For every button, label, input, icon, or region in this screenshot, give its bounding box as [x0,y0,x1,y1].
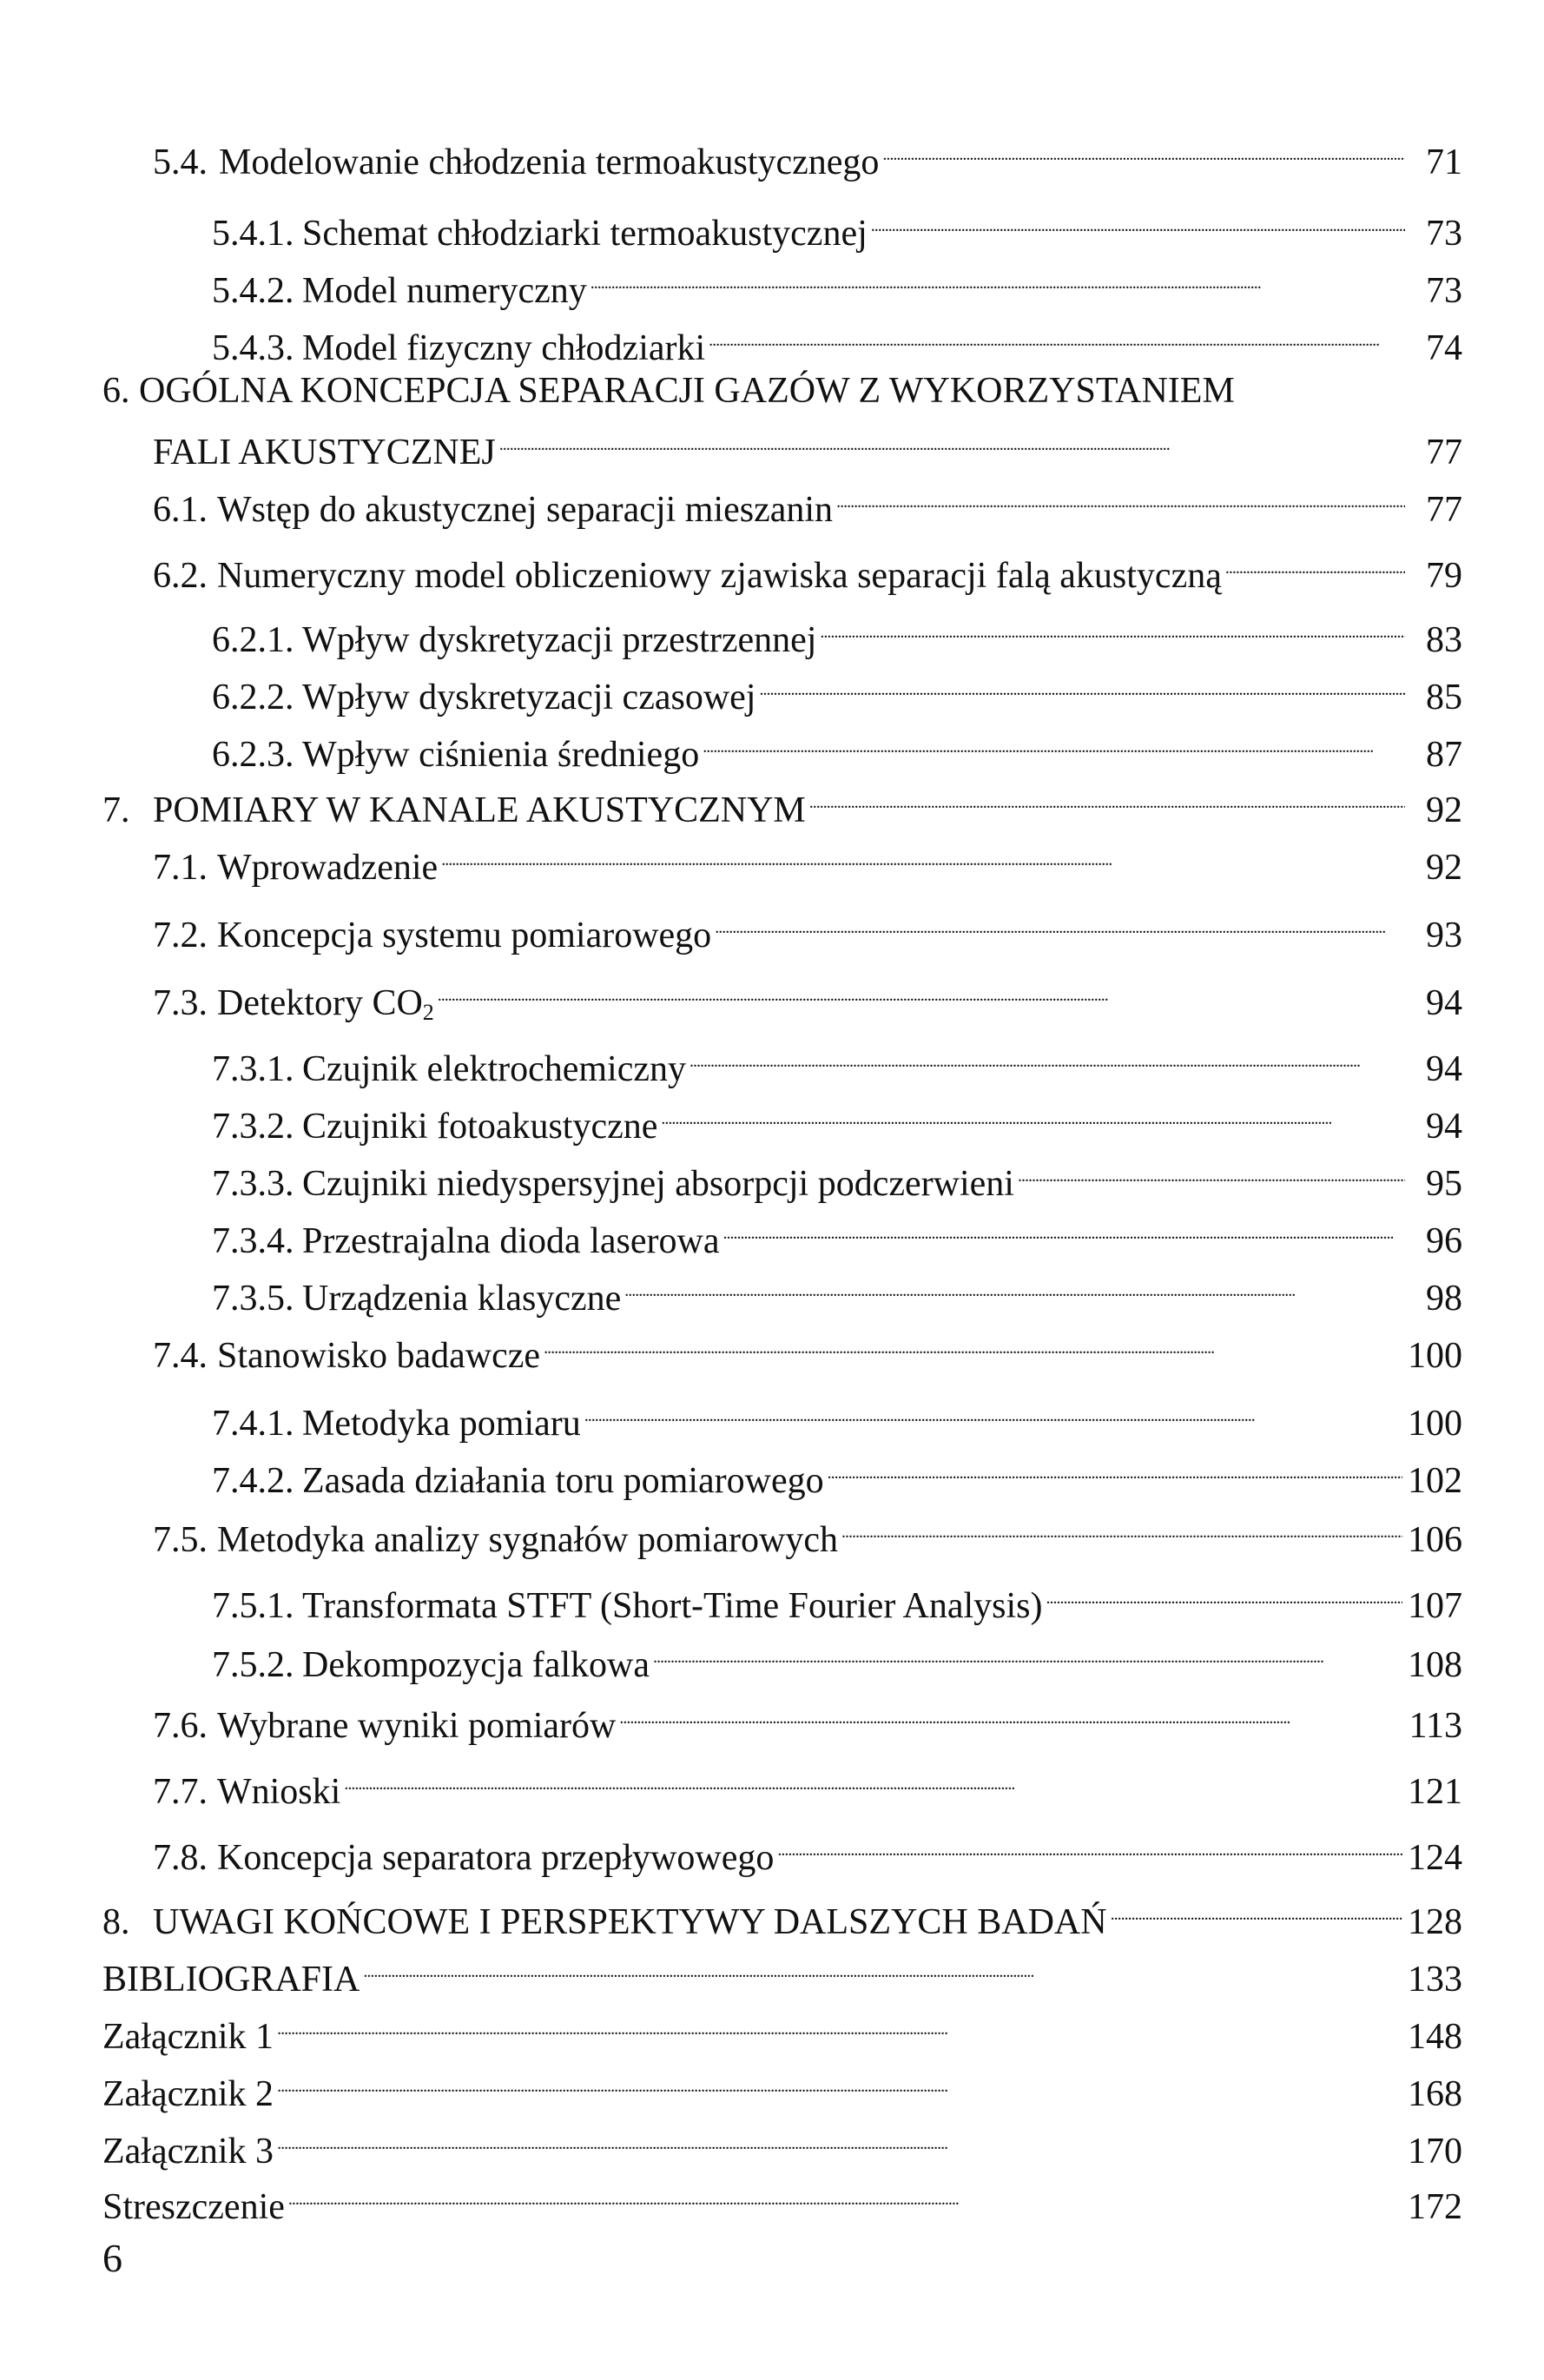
dot-leader [624,1258,1405,1310]
toc-entry-number: 7.7. [153,1772,208,1812]
toc-entry-page: 113 [1409,1706,1462,1746]
dot-leader [715,895,1405,947]
toc-entry-title-continued: FALI AKUSTYCZNEJ [153,433,496,473]
toc-entry-title: Koncepcja separatora przepływowego [217,1838,775,1878]
dot-leader [499,412,1405,464]
toc-entry-page: 96 [1426,1221,1462,1261]
toc-entry-number: 7.5.2. [212,1645,294,1685]
toc-entry-number: 7.1. [153,848,208,888]
toc-entry [102,1996,1462,2057]
toc-entry [102,1881,1462,1942]
toc-entry-number: 6. [102,371,130,411]
toc-entry-page: 95 [1426,1164,1462,1204]
toc-entry-title: Wpływ ciśnienia średniego [302,735,700,775]
toc-entry [212,599,1462,660]
dot-leader [363,1939,1402,1991]
toc-entry [153,827,1462,888]
toc-entry-number: 7. [102,790,130,830]
toc-entry-title: Wnioski [217,1772,341,1812]
toc-entry-page: 77 [1426,490,1462,530]
toc-entry-page: 73 [1426,214,1462,254]
toc-entry-page: 102 [1408,1461,1462,1501]
toc-entry-page: 128 [1408,1902,1462,1942]
toc-entry-number: 7.3.3. [212,1164,294,1204]
toc-entry-page: 106 [1408,1520,1462,1560]
toc-entry-title: Czujniki fotoakustyczne [302,1107,658,1147]
toc-entry-number: 5.4.3. [212,328,294,368]
toc-entry-title: Transformata STFT (Short-Time Fourier Analysis) [302,1586,1043,1626]
toc-entry-page: 148 [1408,2017,1462,2057]
dot-leader [344,1751,1402,1803]
toc-entry-number: 7.4.1. [212,1404,294,1444]
toc-entry-title: Streszczenie [102,2187,285,2227]
toc-entry-page: 92 [1426,848,1462,888]
toc-entry-number: 5.4. [153,142,208,182]
toc-entry-title: Wybrane wyniki pomiarów [217,1706,617,1746]
toc-entry-number: 7.3.4. [212,1221,294,1261]
dot-leader [653,1624,1402,1676]
toc-entry [212,1383,1462,1444]
toc-entry-number: 7.4.2. [212,1461,294,1501]
toc-entry-page: 79 [1426,556,1462,596]
toc-entry [153,1499,1462,1560]
toc-entry-title: Koncepcja systemu pomiarowego [217,916,712,955]
dot-leader [809,770,1405,822]
toc-entry-page: 83 [1426,620,1462,660]
toc-entry [212,1143,1462,1204]
toc-entry-page: 107 [1408,1586,1462,1626]
toc-entry-title: Urządzenia klasyczne [302,1279,622,1319]
dot-leader [544,1315,1402,1367]
toc-entry [102,2166,1462,2227]
dot-leader [619,1685,1403,1737]
toc-entry-number: 6.2.3. [212,735,294,775]
dot-leader [277,2111,1402,2163]
dot-leader [661,1086,1405,1138]
toc-entry [153,412,1462,473]
toc-entry [212,714,1462,775]
toc-entry-page: 94 [1426,983,1462,1023]
toc-entry-number: 8. [102,1902,130,1942]
toc-entry [212,1200,1462,1261]
toc-entry-page: 94 [1426,1107,1462,1147]
dot-leader [591,250,1405,302]
toc-entry-title: Zasada działania toru pomiarowego [302,1461,824,1501]
dot-leader [828,1440,1402,1492]
toc-entry-title: Metodyka analizy sygnałów pomiarowych [217,1520,838,1560]
toc-entry-page: 170 [1408,2132,1462,2172]
toc-entry-number: 5.4.1. [212,214,294,254]
dot-leader [759,657,1405,709]
dot-leader [584,1383,1402,1435]
page-number: 6 [102,2236,122,2280]
toc-entry [153,895,1462,955]
toc-entry-page: 93 [1426,916,1462,955]
toc-entry [153,962,1462,1025]
toc-entry-number: 7.3.2. [212,1107,294,1147]
dot-leader [1225,535,1405,587]
toc-entry-title: Metodyka pomiaru [302,1404,581,1444]
toc-entry [212,1028,1462,1089]
toc-entry [153,122,1462,182]
toc-entry-page: 100 [1408,1404,1462,1444]
toc-entry-title: Schemat chłodziarki termoakustycznej [302,214,868,254]
dot-leader [723,1200,1405,1253]
dot-leader [882,122,1405,174]
toc-entry-number: 7.2. [153,916,208,955]
dot-leader [871,193,1405,245]
toc-entry-page: 124 [1408,1838,1462,1878]
toc-entry-title: Model numeryczny [302,271,587,311]
toc-entry-title: OGÓLNA KONCEPCJA SEPARACJI GAZÓW Z WYKORZYSTANIEM [139,371,1235,411]
toc-entry [102,770,1462,830]
toc-entry [153,1817,1462,1878]
dot-leader [841,1499,1402,1551]
toc-entry [102,2111,1462,2172]
dot-leader [288,2166,1402,2218]
subscript-2: 2 [422,1000,434,1025]
toc-entry-page: 92 [1426,790,1462,830]
dot-leader [703,714,1405,766]
toc-entry [102,1939,1462,2000]
toc-entry-title: POMIARY W KANALE AKUSTYCZNYM [153,790,806,830]
toc-entry-page: 108 [1408,1645,1462,1685]
toc-entry-title: Wpływ dyskretyzacji przestrzennej [302,620,817,660]
toc-entry-title: Załącznik 1 [102,2017,274,2057]
toc-entry-title: Detektory $CO_2$ [217,983,434,1025]
toc-entry-title: Model fizyczny chłodziarki [302,328,706,368]
dot-leader [1018,1143,1405,1195]
toc-entry-title: Przestrajalna dioda laserowa [302,1221,720,1261]
toc-entry-title: Dekompozycja falkowa [302,1645,650,1685]
toc-entry-number: 7.3.1. [212,1049,294,1089]
toc-entry [153,1315,1462,1376]
toc-entry-number: 7.8. [153,1838,208,1878]
toc-entry [102,2053,1462,2114]
toc-entry-title: Numeryczny model obliczeniowy zjawiska separacji falą akustyczną [217,556,1222,596]
dot-leader [438,962,1405,1015]
dot-leader [441,827,1405,879]
toc-entry-page: 100 [1408,1336,1462,1376]
toc-entry-page: 71 [1426,142,1462,182]
toc-entry-page: 85 [1426,678,1462,717]
toc-entry [153,469,1462,530]
dot-leader [277,1996,1402,2048]
toc-entry [212,1086,1462,1147]
toc-entry [212,1565,1462,1626]
toc-entry-title: Modelowanie chłodzenia termoakustycznego [219,142,880,182]
toc-entry [212,1440,1462,1501]
toc-entry-number: 7.5. [153,1520,208,1560]
dot-leader [777,1817,1402,1869]
toc-entry [212,193,1462,254]
toc-entry-page: 74 [1426,328,1462,368]
toc-entry [212,657,1462,717]
toc-entry-page: 73 [1426,271,1462,311]
toc-entry-title: Stanowisko badawcze [217,1336,541,1376]
toc-entry-page: 94 [1426,1049,1462,1089]
toc-entry-number: 6.2.1. [212,620,294,660]
toc-entry [212,1258,1462,1319]
toc-entry [212,250,1462,311]
toc-entry-number: 5.4.2. [212,271,294,311]
toc-entry-number: 6.1. [153,490,208,530]
toc-entry-page: 168 [1408,2074,1462,2114]
toc-entry [212,307,1462,368]
toc-entry-title: BIBLIOGRAFIA [102,1960,360,2000]
toc-entry-page: 87 [1426,735,1462,775]
toc-entry-number: 7.3. [153,983,208,1023]
toc-entry-title: UWAGI KOŃCOWE I PERSPEKTYWY DALSZYCH BADAŃ [153,1902,1107,1942]
dot-leader [1111,1881,1402,1934]
toc-entry-number: 7.5.1. [212,1586,294,1626]
toc-entry-number: 6.2.2. [212,678,294,717]
toc-entry-number: 7.4. [153,1336,208,1376]
dot-leader [820,599,1405,651]
toc-chapter-heading [102,365,1235,417]
toc-entry-number: 6.2. [153,556,208,596]
toc-entry-number: 7.3.5. [212,1279,294,1319]
toc-entry-page: 77 [1426,433,1462,473]
dot-leader [836,469,1405,521]
toc-entry [153,535,1462,596]
toc-entry-title: Czujniki niedyspersyjnej absorpcji podczerwieni [302,1164,1014,1204]
toc-entry [212,1624,1462,1685]
toc-entry-title: Załącznik 3 [102,2132,274,2172]
toc-entry-title: Wpływ dyskretyzacji czasowej [302,678,756,717]
toc-entry-page: 121 [1408,1772,1462,1812]
toc-entry-title: Wstęp do akustycznej separacji mieszanin [217,490,834,530]
toc-entry-title: Wprowadzenie [217,848,439,888]
dot-leader [709,307,1405,360]
dot-leader [1046,1565,1402,1617]
toc-entry [153,1685,1462,1746]
toc-entry [153,1751,1462,1812]
toc-entry-page: 98 [1426,1279,1462,1319]
dot-leader [690,1028,1405,1081]
dot-leader [277,2053,1402,2106]
toc-entry-title: Załącznik 2 [102,2074,274,2114]
toc-entry-page: 172 [1408,2187,1462,2227]
toc-entry-number: 7.6. [153,1706,208,1746]
toc-entry-page: 133 [1408,1960,1462,2000]
toc-entry-title: Czujnik elektrochemiczny [302,1049,687,1089]
